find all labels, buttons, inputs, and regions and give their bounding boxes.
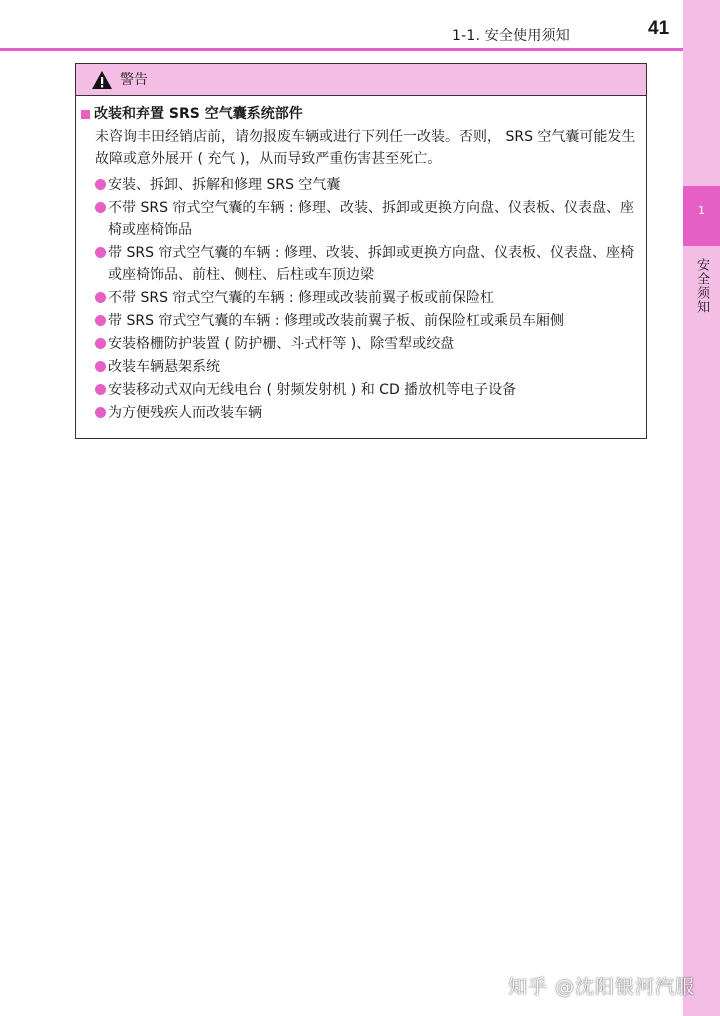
bullet-icon [95,179,106,190]
warning-title: 警告 [120,71,148,88]
bullet-icon [95,315,106,326]
list-item-text: 为方便残疾人而改装车辆 [108,405,262,421]
list-item [95,174,638,196]
bullet-icon [95,292,106,303]
bullet-icon [95,338,106,349]
list-item-text: 安装移动式双向无线电台 ( 射频发射机 ) 和 CD 播放机等电子设备 [108,382,517,398]
side-tab [683,0,720,1016]
list-item [95,310,638,332]
list-item [95,333,638,355]
bullet-icon [95,202,106,213]
list-item-text: 带 SRS 帘式空气囊的车辆 : 修理、改装、拆卸或更换方向盘、仪表板、仪表盘、座椅或座椅饰品、前柱、侧柱、后柱或车顶边梁 [108,245,635,283]
chapter-number-tab[interactable] [683,186,720,246]
list-item [95,242,638,286]
list-item-text: 安装格栅防护装置 ( 防护栅、斗式杆等 )、除雪犁或绞盘 [108,336,455,352]
intro-text: 未咨询丰田经销店前，请勿报废车辆或进行下列任一改装。否则， SRS 空气囊可能发生故障或意外展开 ( 充气 )，从而导致严重伤害甚至死亡。 [95,129,636,167]
warning-body [76,96,646,424]
list-item-text: 改装车辆悬架系统 [108,359,220,375]
list-item [95,197,638,241]
list-item-text: 不带 SRS 帘式空气囊的车辆 : 修理、改装、拆卸或更换方向盘、仪表板、仪表盘、座椅或座椅饰品 [108,200,635,238]
header-rule [0,48,683,51]
list-item-text: 安装、拆卸、拆解和修理 SRS 空气囊 [108,177,341,193]
watermark: 知乎 @沈阳银河汽服 [508,976,696,998]
subheading [81,104,638,124]
warning-header [76,64,646,96]
chapter-number: 1 [698,204,705,217]
list-item [95,402,638,424]
section-title: 1-1. 安全使用须知 [452,28,570,44]
bullet-icon [95,407,106,418]
square-bullet-icon [81,110,90,119]
page-number: 41 [648,18,670,39]
chapter-title: 安全须知 [694,258,709,314]
list-item [95,287,638,309]
bullet-icon [95,384,106,395]
subheading-text: 改装和弃置 SRS 空气囊系统部件 [94,106,303,122]
warning-triangle-icon [91,70,113,90]
bullet-icon [95,247,106,258]
list-item [95,379,638,401]
list-item [95,356,638,378]
list-item-text: 不带 SRS 帘式空气囊的车辆 : 修理或改装前翼子板或前保险杠 [108,290,495,306]
bullet-icon [95,361,106,372]
warning-box [75,63,647,439]
list-item-text: 带 SRS 帘式空气囊的车辆 : 修理或改装前翼子板、前保险杠或乘员车厢侧 [108,313,565,329]
modification-list [95,174,638,424]
